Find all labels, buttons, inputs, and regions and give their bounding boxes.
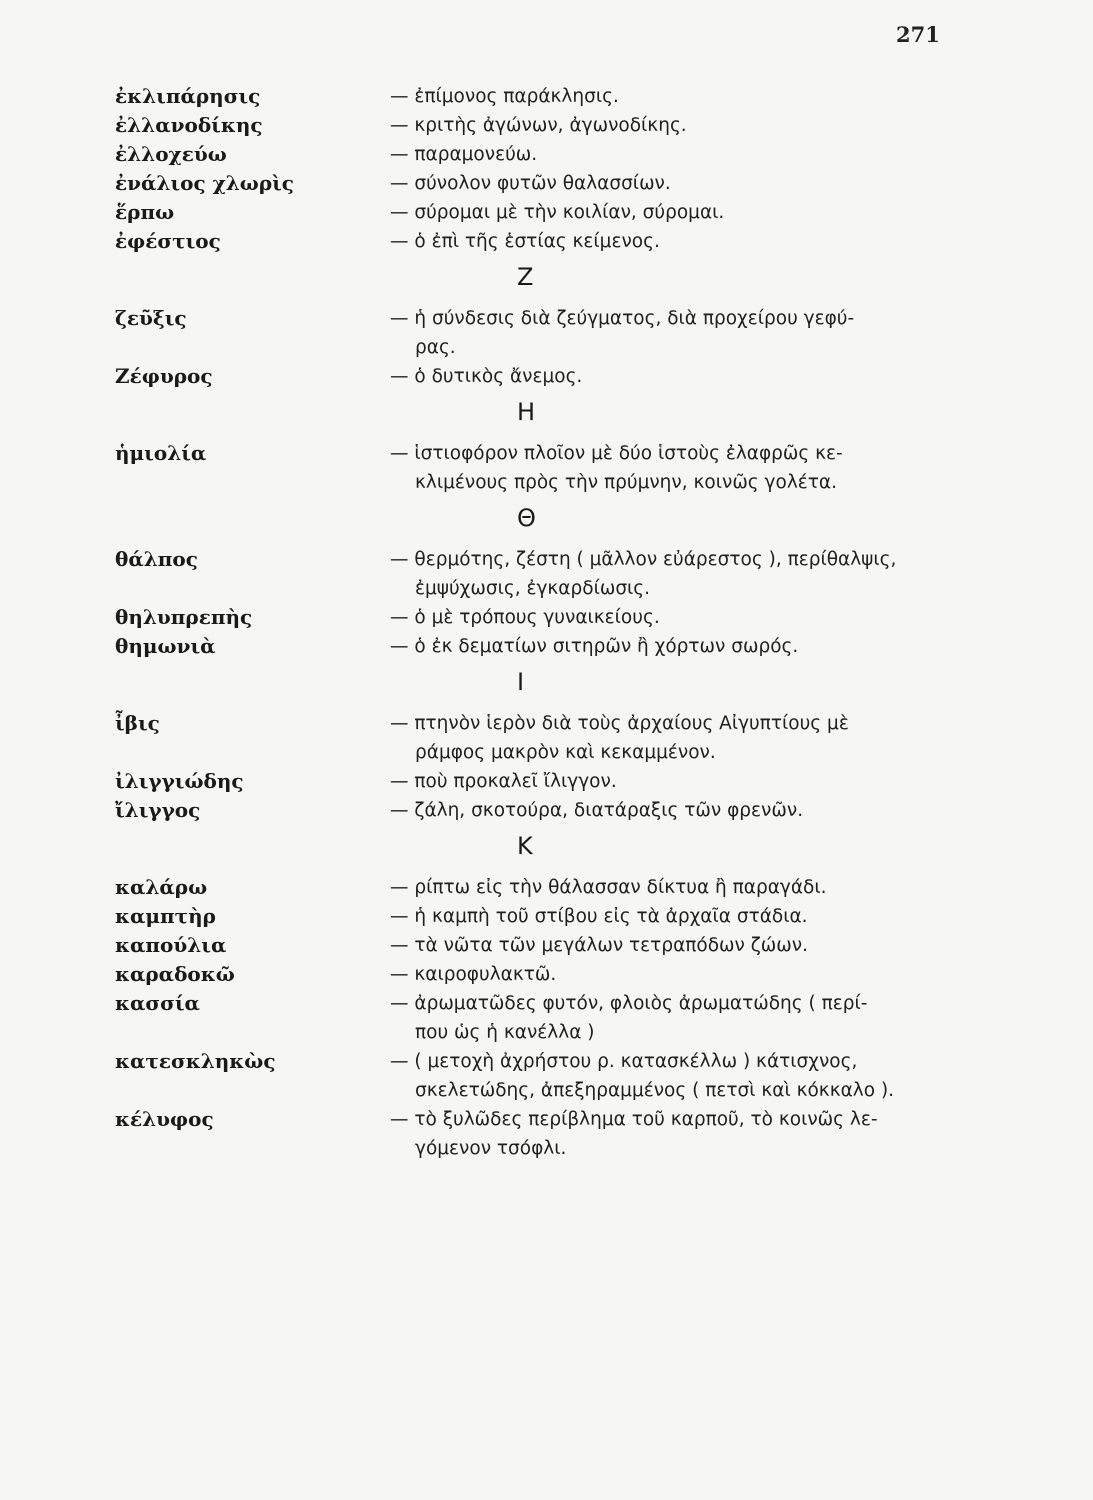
- entry-definition: [390, 796, 946, 825]
- glossary-entry: [0, 632, 1093, 661]
- glossary-entry: [0, 111, 1093, 140]
- definition-line: — σύρομαι μὲ τὴν κοιλίαν, σύρομαι.: [390, 202, 725, 223]
- entry-term: Ζέφυρος: [115, 364, 213, 388]
- glossary-entry: [0, 603, 1093, 632]
- entry-term: ἰλιγγιώδης: [115, 769, 244, 793]
- entry-definition: [390, 603, 946, 632]
- definition-line: — ζάλη, σκοτούρα, διατάραξις τῶν φρενῶν.: [390, 800, 804, 821]
- entry-term: καμπτὴρ: [115, 904, 216, 928]
- section-letter: Ζ: [517, 263, 534, 291]
- entry-definition: [390, 1047, 946, 1105]
- entry-term: κασσία: [115, 991, 200, 1015]
- definition-line: σκελετώδης, ἀπεξηραμμένος ( πετσὶ καὶ κόκκαλο ).: [415, 1080, 895, 1101]
- entry-definition: [390, 545, 946, 603]
- glossary-entry: [0, 796, 1093, 825]
- entry-term: καπούλια: [115, 933, 227, 957]
- entry-term: ἐφέστιος: [115, 229, 221, 253]
- glossary-entry: [0, 198, 1093, 227]
- entry-term: θάλπος: [115, 547, 198, 571]
- entry-term: καραδοκῶ: [115, 962, 235, 986]
- definition-line: γόμενον τσόφλι.: [415, 1138, 567, 1159]
- definition-line: — ὁ μὲ τρόπους γυναικείους.: [390, 607, 660, 628]
- definition-line: — πτηνὸν ἱερὸν διὰ τοὺς ἀρχαίους Αἰγυπτίους μὲ: [390, 713, 849, 734]
- entry-term: ἴλιγγος: [115, 798, 201, 822]
- entry-term: ἐλλανοδίκης: [115, 113, 263, 137]
- glossary-entry: [0, 1105, 1093, 1163]
- definition-line: — παραμονεύω.: [390, 144, 538, 165]
- definition-line: — ἀρωματῶδες φυτόν, φλοιὸς ἀρωματώδης ( περί-: [390, 993, 868, 1014]
- entry-term: θηλυπρεπὴς: [115, 605, 253, 629]
- definition-line: ράμφος μακρὸν καὶ κεκαμμένον.: [415, 742, 716, 763]
- entry-definition: [390, 227, 946, 256]
- glossary-entry: [0, 767, 1093, 796]
- entry-definition: [390, 989, 946, 1047]
- glossary-entry: [0, 362, 1093, 391]
- definition-line: — ἡ σύνδεσις διὰ ζεύγματος, διὰ προχείρου γεφύ-: [390, 308, 855, 329]
- glossary-entry: [0, 1047, 1093, 1105]
- entry-term: ἡμιολία: [115, 441, 207, 465]
- entry-term: ἐνάλιος χλωρὶς: [115, 171, 294, 195]
- glossary-entry: [0, 709, 1093, 767]
- entry-definition: [390, 169, 946, 198]
- glossary-entry: [0, 140, 1093, 169]
- definition-line: — ἱστιοφόρον πλοῖον μὲ δύο ἱστοὺς ἐλαφρῶς κε-: [390, 443, 843, 464]
- definition-line: — καιροφυλακτῶ.: [390, 964, 557, 985]
- definition-line: — κριτὴς ἀγώνων, ἀγωνοδίκης.: [390, 115, 687, 136]
- entry-definition: [390, 873, 946, 902]
- entry-definition: [390, 767, 946, 796]
- definition-line: — ποὺ προκαλεῖ ἴλιγγον.: [390, 771, 617, 792]
- definition-line: — ρίπτω εἰς τὴν θάλασσαν δίκτυα ἢ παραγάδι.: [390, 877, 827, 898]
- glossary-entry: [0, 873, 1093, 902]
- entry-definition: [390, 439, 946, 497]
- entry-term: ζεῦξις: [115, 306, 187, 330]
- definition-line: — ὁ ἐπὶ τῆς ἑστίας κείμενος.: [390, 231, 660, 252]
- entry-definition: [390, 632, 946, 661]
- definition-line: — ( μετοχὴ ἀχρήστου ρ. κατασκέλλω ) κάτισχνος,: [390, 1051, 858, 1072]
- glossary-entry: [0, 169, 1093, 198]
- section-letter: Κ: [517, 832, 533, 860]
- definition-line: — τὰ νῶτα τῶν μεγάλων τετραπόδων ζώων.: [390, 935, 809, 956]
- entry-term: ἐλλοχεύω: [115, 142, 227, 166]
- glossary-entry: [0, 960, 1093, 989]
- definition-line: που ὡς ἡ κανέλλα ): [415, 1022, 595, 1043]
- entry-definition: [390, 931, 946, 960]
- definition-line: — ὁ ἐκ δεματίων σιτηρῶν ἢ χόρτων σωρός.: [390, 636, 799, 657]
- entry-definition: [390, 362, 946, 391]
- entry-term: ἶβις: [115, 711, 160, 735]
- glossary-entry: [0, 989, 1093, 1047]
- entry-term: κέλυφος: [115, 1107, 214, 1131]
- definition-line: — ἐπίμονος παράκλησις.: [390, 86, 619, 107]
- entry-term: ἐκλιπάρησις: [115, 84, 261, 108]
- glossary: [0, 82, 1093, 1163]
- glossary-entry: [0, 227, 1093, 256]
- entry-term: κατεσκληκὼς: [115, 1049, 276, 1073]
- entry-definition: [390, 960, 946, 989]
- entry-term: καλάρω: [115, 875, 208, 899]
- entry-definition: [390, 709, 946, 767]
- definition-line: — ὁ δυτικὸς ἄνεμος.: [390, 366, 583, 387]
- glossary-entry: [0, 304, 1093, 362]
- section-letter: Θ: [517, 504, 536, 532]
- glossary-entry: [0, 931, 1093, 960]
- entry-definition: [390, 198, 946, 227]
- definition-line: — ἡ καμπὴ τοῦ στίβου εἰς τὰ ἀρχαῖα στάδια.: [390, 906, 808, 927]
- section-letter: Ι: [517, 668, 525, 696]
- definition-line: — τὸ ξυλῶδες περίβλημα τοῦ καρποῦ, τὸ κοινῶς λε-: [390, 1109, 878, 1130]
- entry-definition: [390, 902, 946, 931]
- definition-line: ἐμψύχωσις, ἐγκαρδίωσις.: [415, 578, 651, 599]
- entry-term: θημωνιὰ: [115, 634, 216, 658]
- entry-definition: [390, 82, 946, 111]
- glossary-entry: [0, 902, 1093, 931]
- definition-line: — θερμότης, ζέστη ( μᾶλλον εὐάρεστος ), περίθαλψις,: [390, 549, 897, 570]
- definition-line: — σύνολον φυτῶν θαλασσίων.: [390, 173, 671, 194]
- page-number: 271: [896, 22, 940, 47]
- entry-definition: [390, 111, 946, 140]
- section-letter: Η: [517, 398, 536, 426]
- entry-definition: [390, 1105, 946, 1163]
- definition-line: ρας.: [415, 337, 456, 358]
- entry-term: ἕρπω: [115, 200, 175, 224]
- glossary-entry: [0, 82, 1093, 111]
- glossary-entry: [0, 439, 1093, 497]
- definition-line: κλιμένους πρὸς τὴν πρύμνην, κοινῶς γολέτα.: [415, 472, 837, 493]
- entry-definition: [390, 140, 946, 169]
- entry-definition: [390, 304, 946, 362]
- glossary-entry: [0, 545, 1093, 603]
